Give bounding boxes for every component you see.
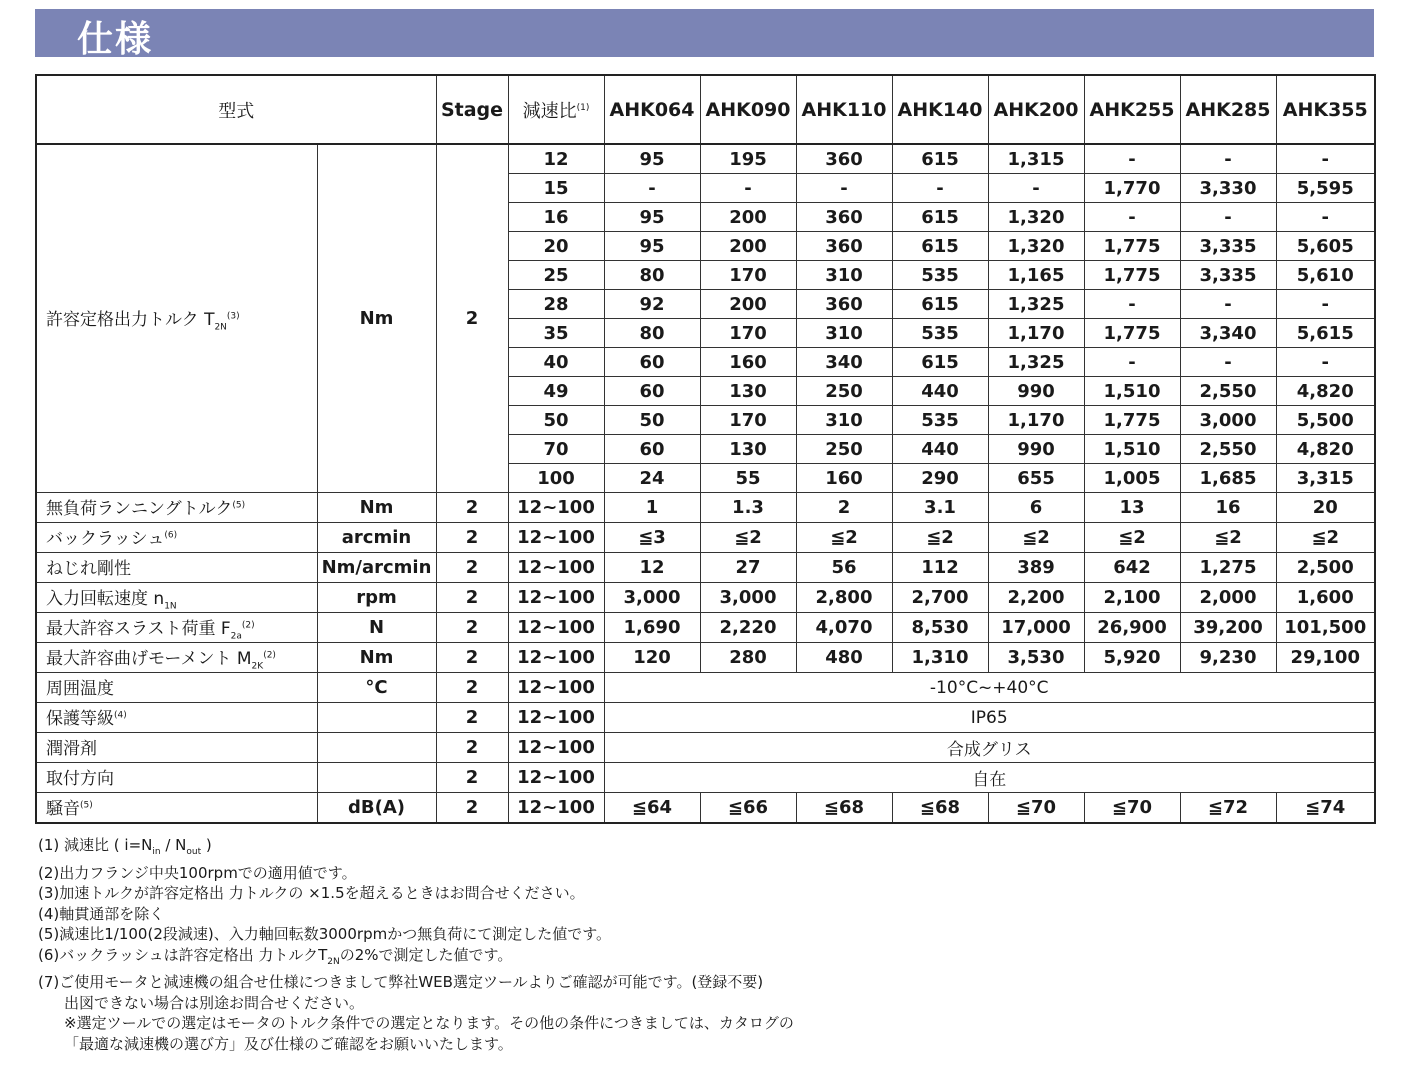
ratio-cell: 12~100 — [508, 793, 604, 824]
row-label: バックラッシュ$^{(6)}$ — [36, 523, 317, 553]
value-cell: 4,820 — [1276, 435, 1375, 464]
value-cell: 1 — [604, 493, 700, 523]
value-cell: ≦2 — [700, 523, 796, 553]
value-cell: 280 — [700, 643, 796, 673]
model-col-header: AHK355 — [1276, 75, 1375, 144]
value-cell: 1,275 — [1180, 553, 1276, 583]
value-cell: - — [604, 174, 700, 203]
stage-cell: 2 — [436, 643, 508, 673]
value-cell: 5,605 — [1276, 232, 1375, 261]
stage-cell: 2 — [436, 763, 508, 793]
ratio-cell: 49 — [508, 377, 604, 406]
table-row — [36, 643, 1375, 673]
value-cell: 195 — [700, 144, 796, 174]
value-cell: 56 — [796, 553, 892, 583]
stage-cell: 2 — [436, 144, 508, 493]
span-value-cell: -10°C~+40°C — [604, 673, 1375, 703]
value-cell: 1,775 — [1084, 261, 1180, 290]
value-cell: 120 — [604, 643, 700, 673]
value-cell: ≦2 — [1276, 523, 1375, 553]
ratio-cell: 12 — [508, 144, 604, 174]
value-cell: 642 — [1084, 553, 1180, 583]
value-cell: 3,315 — [1276, 464, 1375, 493]
value-cell: 60 — [604, 348, 700, 377]
stage-cell: 2 — [436, 583, 508, 613]
ratio-cell: 12~100 — [508, 613, 604, 643]
model-col-header: AHK200 — [988, 75, 1084, 144]
value-cell: 290 — [892, 464, 988, 493]
value-cell: 990 — [988, 377, 1084, 406]
value-cell: 6 — [988, 493, 1084, 523]
value-cell: 3,335 — [1180, 232, 1276, 261]
value-cell: 360 — [796, 203, 892, 232]
table-row — [36, 763, 1375, 793]
model-col-header: AHK090 — [700, 75, 796, 144]
row-label: 最大許容スラスト荷重 $F_{2a}^{(2)}$ — [36, 613, 317, 643]
value-cell: 95 — [604, 203, 700, 232]
value-cell: 2,200 — [988, 583, 1084, 613]
value-cell: - — [1084, 290, 1180, 319]
ratio-cell: 12~100 — [508, 493, 604, 523]
value-cell: 440 — [892, 377, 988, 406]
row-label: 周囲温度 — [36, 673, 317, 703]
value-cell: - — [1180, 348, 1276, 377]
value-cell: 990 — [988, 435, 1084, 464]
value-cell: 16 — [1180, 493, 1276, 523]
value-cell: 2,000 — [1180, 583, 1276, 613]
row-label: 保護等級$^{(4)}$ — [36, 703, 317, 733]
value-cell: - — [1180, 144, 1276, 174]
ratio-cell: 100 — [508, 464, 604, 493]
value-cell: - — [1180, 203, 1276, 232]
value-cell: ≦2 — [892, 523, 988, 553]
stage-cell: 2 — [436, 553, 508, 583]
value-cell: 1,775 — [1084, 406, 1180, 435]
value-cell: 615 — [892, 203, 988, 232]
value-cell: 2,550 — [1180, 377, 1276, 406]
ratio-cell: 28 — [508, 290, 604, 319]
value-cell: 1,005 — [1084, 464, 1180, 493]
value-cell: 250 — [796, 435, 892, 464]
value-cell: - — [1084, 144, 1180, 174]
value-cell: 55 — [700, 464, 796, 493]
value-cell: 4,070 — [796, 613, 892, 643]
value-cell: 3,330 — [1180, 174, 1276, 203]
table-row — [36, 673, 1375, 703]
value-cell: 29,100 — [1276, 643, 1375, 673]
value-cell: 170 — [700, 319, 796, 348]
value-cell: 1,310 — [892, 643, 988, 673]
value-cell: 1,325 — [988, 348, 1084, 377]
ratio-cell: 20 — [508, 232, 604, 261]
model-col-header: AHK064 — [604, 75, 700, 144]
stage-cell: 2 — [436, 793, 508, 824]
value-cell: 250 — [796, 377, 892, 406]
value-cell: 1.3 — [700, 493, 796, 523]
span-value-cell: 自在 — [604, 763, 1375, 793]
value-cell: 1,510 — [1084, 377, 1180, 406]
value-cell: 24 — [604, 464, 700, 493]
ratio-cell: 70 — [508, 435, 604, 464]
ratio-cell: 12~100 — [508, 733, 604, 763]
value-cell: ≦68 — [796, 793, 892, 824]
value-cell: ≦72 — [1180, 793, 1276, 824]
value-cell: 360 — [796, 232, 892, 261]
value-cell: 130 — [700, 377, 796, 406]
model-col-header: AHK255 — [1084, 75, 1180, 144]
value-cell: 535 — [892, 406, 988, 435]
unit-cell: Nm — [317, 144, 436, 493]
footnote: ※選定ツールでの選定はモータのトルク条件での選定となります。その他の条件につきましては、カタログの — [64, 1014, 794, 1032]
value-cell: 5,610 — [1276, 261, 1375, 290]
value-cell: 360 — [796, 290, 892, 319]
unit-cell: rpm — [317, 583, 436, 613]
value-cell: 60 — [604, 377, 700, 406]
model-col-header: AHK285 — [1180, 75, 1276, 144]
value-cell: 389 — [988, 553, 1084, 583]
model-col-header: AHK110 — [796, 75, 892, 144]
footnote: 出図できない場合は別途お問合せください。 — [64, 993, 365, 1012]
header-row — [36, 75, 1375, 144]
value-cell: 130 — [700, 435, 796, 464]
value-cell: ≦68 — [892, 793, 988, 824]
value-cell: 535 — [892, 261, 988, 290]
value-cell: 1,775 — [1084, 232, 1180, 261]
ratio-cell: 16 — [508, 203, 604, 232]
value-cell: - — [700, 174, 796, 203]
row-label: 無負荷ランニングトルク$^{(5)}$ — [36, 493, 317, 523]
table-row — [36, 613, 1375, 643]
value-cell: 13 — [1084, 493, 1180, 523]
value-cell: 39,200 — [1180, 613, 1276, 643]
row-label: 許容定格出力トルク $T_{2N}^{(3)}$ — [36, 144, 317, 493]
unit-cell — [317, 733, 436, 763]
value-cell: - — [1276, 290, 1375, 319]
unit-cell: Nm — [317, 493, 436, 523]
row-label: ねじれ剛性 — [36, 553, 317, 583]
value-cell: 1,600 — [1276, 583, 1375, 613]
value-cell: 170 — [700, 406, 796, 435]
value-cell: 17,000 — [988, 613, 1084, 643]
unit-cell: arcmin — [317, 523, 436, 553]
value-cell: 360 — [796, 144, 892, 174]
span-value-cell: 合成グリス — [604, 733, 1375, 763]
value-cell: 160 — [700, 348, 796, 377]
value-cell: 2,220 — [700, 613, 796, 643]
ratio-cell: 35 — [508, 319, 604, 348]
value-cell: 5,595 — [1276, 174, 1375, 203]
row-label: 取付方向 — [36, 763, 317, 793]
value-cell: 5,920 — [1084, 643, 1180, 673]
value-cell: 80 — [604, 319, 700, 348]
value-cell: ≦3 — [604, 523, 700, 553]
value-cell: 3,000 — [1180, 406, 1276, 435]
row-label: 潤滑剤 — [36, 733, 317, 763]
footnote: (6)バックラッシュは許容定格出 力トルク$T_{2N}$の2%で測定した値です。 — [38, 945, 513, 967]
value-cell: 440 — [892, 435, 988, 464]
footnote: 「最適な減速機の選び方」及び仕様のご確認をお願いいたします。 — [64, 1034, 513, 1053]
ratio-cell: 12~100 — [508, 583, 604, 613]
value-cell: 12 — [604, 553, 700, 583]
value-cell: - — [1276, 348, 1375, 377]
ratio-cell: 25 — [508, 261, 604, 290]
value-cell: ≦66 — [700, 793, 796, 824]
unit-cell: Nm/arcmin — [317, 553, 436, 583]
value-cell: - — [1276, 144, 1375, 174]
value-cell: 3,000 — [604, 583, 700, 613]
value-cell: 615 — [892, 348, 988, 377]
footnote: (4)軸貫通部を除く — [38, 904, 165, 923]
row-label: 最大許容曲げモーメント $M_{2K}^{(2)}$ — [36, 643, 317, 673]
value-cell: ≦2 — [1180, 523, 1276, 553]
value-cell: 480 — [796, 643, 892, 673]
value-cell: - — [1180, 290, 1276, 319]
value-cell: 5,500 — [1276, 406, 1375, 435]
value-cell: 1,770 — [1084, 174, 1180, 203]
value-cell: 170 — [700, 261, 796, 290]
value-cell: 3.1 — [892, 493, 988, 523]
value-cell: 1,320 — [988, 232, 1084, 261]
value-cell: 50 — [604, 406, 700, 435]
value-cell: 1,685 — [1180, 464, 1276, 493]
value-cell: - — [1276, 203, 1375, 232]
table-row — [36, 523, 1375, 553]
ratio-cell: 40 — [508, 348, 604, 377]
value-cell: 1,170 — [988, 406, 1084, 435]
value-cell: 112 — [892, 553, 988, 583]
model-col-header: AHK140 — [892, 75, 988, 144]
footnote: (7)ご使用モータと減速機の組合せ仕様につきまして弊社WEB選定ツールよりご確認が可能です。(登録不要) — [38, 973, 764, 991]
value-cell: ≦2 — [988, 523, 1084, 553]
value-cell: 1,690 — [604, 613, 700, 643]
table-row — [36, 144, 1375, 174]
ratio-cell: 12~100 — [508, 643, 604, 673]
value-cell: - — [892, 174, 988, 203]
row-label: 騒音$^{(5)}$ — [36, 793, 317, 824]
value-cell: 340 — [796, 348, 892, 377]
stage-cell: 2 — [436, 493, 508, 523]
value-cell: ≦2 — [1084, 523, 1180, 553]
value-cell: 200 — [700, 203, 796, 232]
unit-cell: dB(A) — [317, 793, 436, 824]
value-cell: 20 — [1276, 493, 1375, 523]
footnote: (5)減速比1/100(2段減速)、入力軸回転数3000rpmかつ無負荷にて測定した値です。 — [38, 925, 611, 943]
value-cell: 92 — [604, 290, 700, 319]
value-cell: 160 — [796, 464, 892, 493]
value-cell: 310 — [796, 406, 892, 435]
value-cell: 1,775 — [1084, 319, 1180, 348]
value-cell: 4,820 — [1276, 377, 1375, 406]
footnotes — [38, 835, 1038, 1054]
value-cell: 2,550 — [1180, 435, 1276, 464]
value-cell: ≦70 — [988, 793, 1084, 824]
value-cell: 1,315 — [988, 144, 1084, 174]
value-cell: - — [1084, 348, 1180, 377]
ratio-cell: 12~100 — [508, 523, 604, 553]
ratio-cell: 12~100 — [508, 553, 604, 583]
value-cell: 9,230 — [1180, 643, 1276, 673]
unit-cell: °C — [317, 673, 436, 703]
stage-cell: 2 — [436, 523, 508, 553]
footnote: (3)加速トルクが許容定格出 力トルクの ×1.5を超えるときはお問合せください。 — [38, 884, 585, 902]
page-title: 仕様 — [77, 19, 154, 60]
value-cell: 95 — [604, 232, 700, 261]
spec-table — [35, 74, 1376, 824]
table-row — [36, 493, 1375, 523]
unit-cell: Nm — [317, 643, 436, 673]
value-cell: 200 — [700, 290, 796, 319]
span-value-cell: IP65 — [604, 703, 1375, 733]
value-cell: 615 — [892, 144, 988, 174]
title-bar — [35, 9, 1374, 60]
ratio-cell: 12~100 — [508, 673, 604, 703]
value-cell: 2,100 — [1084, 583, 1180, 613]
unit-cell — [317, 703, 436, 733]
ratio-header: 減速比$^{(1)}$ — [508, 75, 604, 144]
value-cell: 3,000 — [700, 583, 796, 613]
value-cell: - — [988, 174, 1084, 203]
value-cell: 615 — [892, 232, 988, 261]
value-cell: 2,700 — [892, 583, 988, 613]
table-row — [36, 583, 1375, 613]
value-cell: 26,900 — [1084, 613, 1180, 643]
ratio-cell: 50 — [508, 406, 604, 435]
row-label: 入力回転速度 $n_{1N}$ — [36, 583, 317, 613]
stage-cell: 2 — [436, 613, 508, 643]
unit-cell: N — [317, 613, 436, 643]
footnote: (1) 減速比 ( $i=N_{in} / N_{out}$ ) — [38, 836, 212, 857]
ratio-cell: 15 — [508, 174, 604, 203]
stage-cell: 2 — [436, 673, 508, 703]
value-cell: 3,335 — [1180, 261, 1276, 290]
value-cell: 655 — [988, 464, 1084, 493]
value-cell: 1,510 — [1084, 435, 1180, 464]
value-cell: 1,170 — [988, 319, 1084, 348]
table-row — [36, 553, 1375, 583]
table-row — [36, 733, 1375, 763]
value-cell: ≦74 — [1276, 793, 1375, 824]
value-cell: 3,340 — [1180, 319, 1276, 348]
ratio-cell: 12~100 — [508, 763, 604, 793]
value-cell: 95 — [604, 144, 700, 174]
value-cell: 101,500 — [1276, 613, 1375, 643]
stage-cell: 2 — [436, 703, 508, 733]
value-cell: 1,165 — [988, 261, 1084, 290]
value-cell: 310 — [796, 261, 892, 290]
unit-cell — [317, 763, 436, 793]
model-header: 型式 — [36, 75, 436, 144]
value-cell: - — [1084, 203, 1180, 232]
value-cell: 5,615 — [1276, 319, 1375, 348]
value-cell: 2,800 — [796, 583, 892, 613]
value-cell: 60 — [604, 435, 700, 464]
value-cell: ≦2 — [796, 523, 892, 553]
value-cell: 310 — [796, 319, 892, 348]
value-cell: 80 — [604, 261, 700, 290]
value-cell: 27 — [700, 553, 796, 583]
value-cell: 535 — [892, 319, 988, 348]
stage-cell: 2 — [436, 733, 508, 763]
value-cell: - — [796, 174, 892, 203]
ratio-cell: 12~100 — [508, 703, 604, 733]
value-cell: 1,325 — [988, 290, 1084, 319]
value-cell: 615 — [892, 290, 988, 319]
value-cell: 8,530 — [892, 613, 988, 643]
value-cell: 3,530 — [988, 643, 1084, 673]
stage-header: Stage — [436, 75, 508, 144]
table-row — [36, 703, 1375, 733]
value-cell: 2,500 — [1276, 553, 1375, 583]
footnote: (2)出力フランジ中央100rpmでの適用値です。 — [38, 863, 357, 882]
value-cell: 1,320 — [988, 203, 1084, 232]
table-row — [36, 793, 1375, 824]
value-cell: ≦70 — [1084, 793, 1180, 824]
value-cell: 200 — [700, 232, 796, 261]
value-cell: 2 — [796, 493, 892, 523]
value-cell: ≦64 — [604, 793, 700, 824]
